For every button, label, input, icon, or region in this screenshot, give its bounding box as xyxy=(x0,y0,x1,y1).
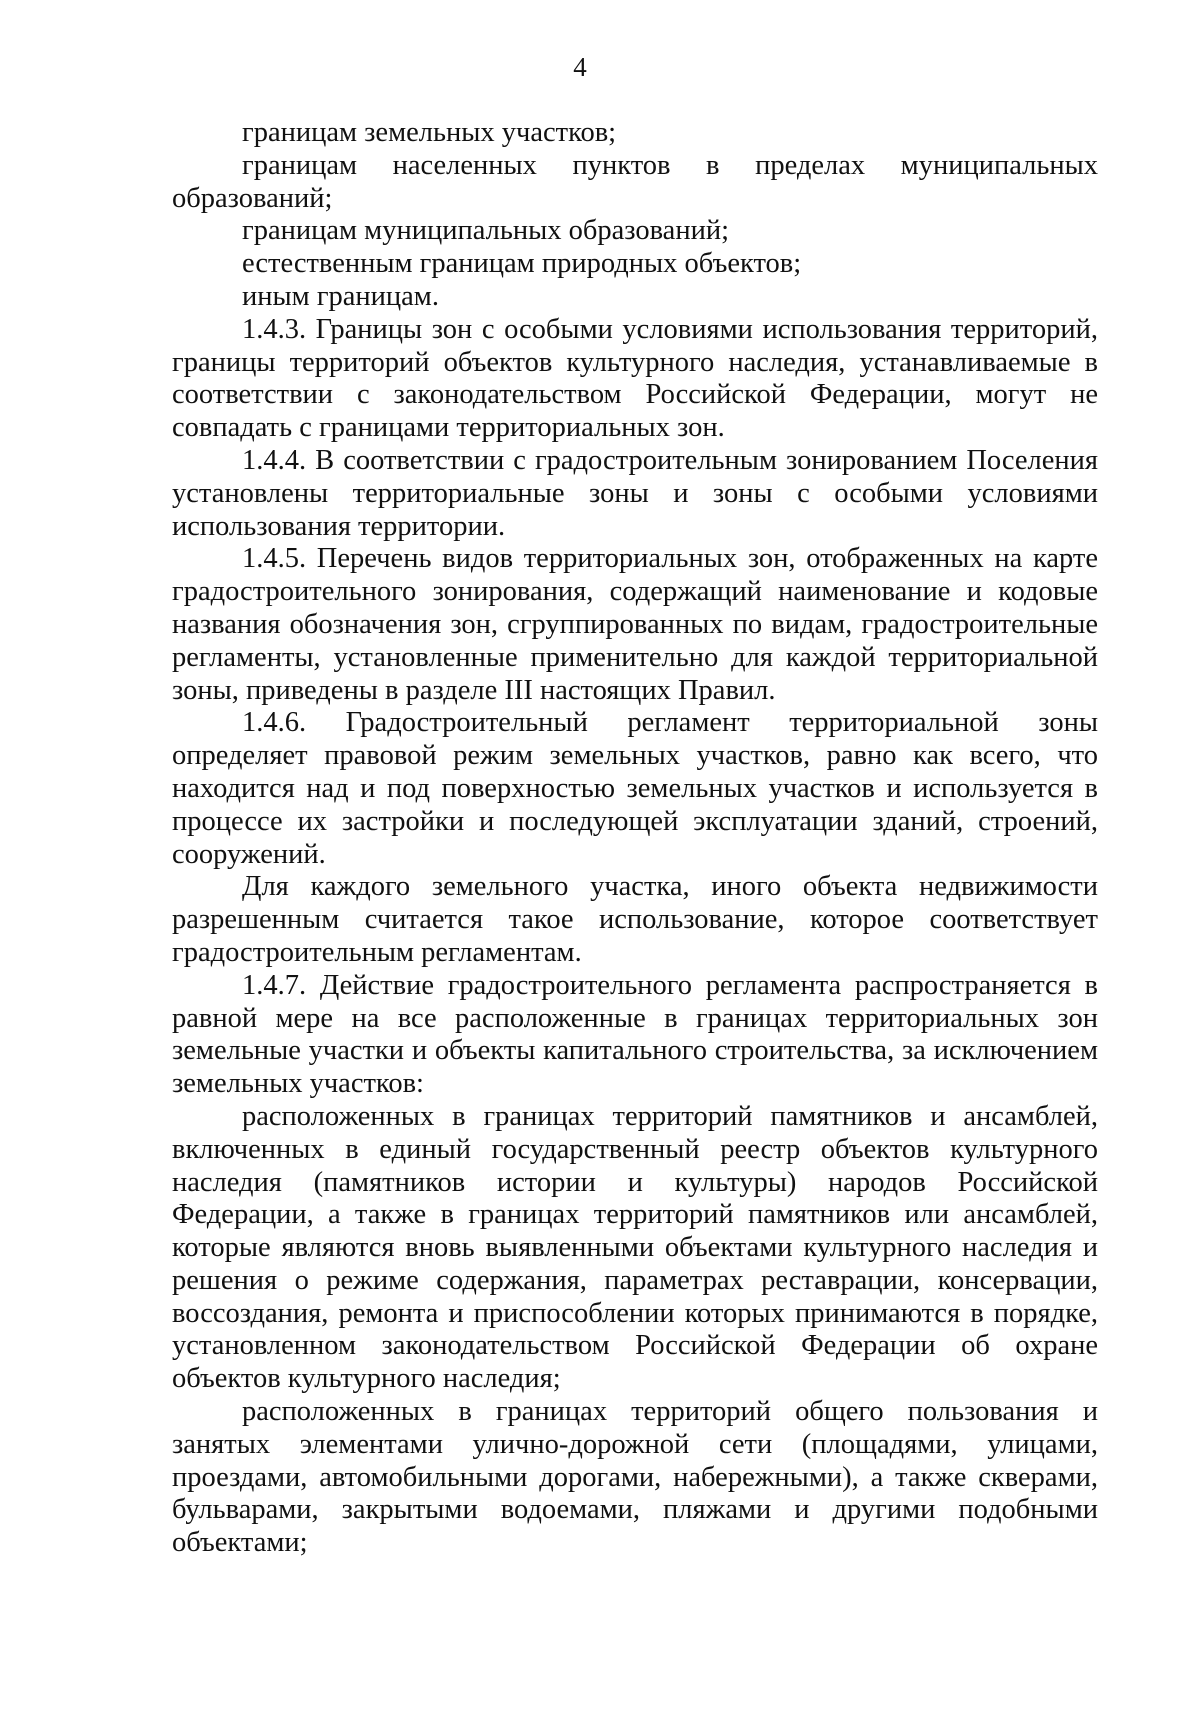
list-item-settlement-boundaries: границам населенных пунктов в пределах муниципальных образований; xyxy=(172,149,1098,214)
page-number: 4 xyxy=(573,52,587,82)
paragraph-permitted-use: Для каждого земельного участка, иного объекта недвижимости разрешенным считается такое использование, которое соответствует градостроительным регламентам. xyxy=(172,871,1098,968)
document-body xyxy=(172,117,1098,1560)
clause-1-4-4: 1.4.4. В соответствии с градостроительным зонированием Поселения установлены территориальные зоны и зоны с особыми условиями использования территории. xyxy=(172,444,1098,542)
clause-1-4-6: 1.4.6. Градостроительный регламент территориальной зоны определяет правовой режим земельных участков, равно как всего, что находится над и под поверхностью земельных участков и используется в процессе их застройки и последующей эксплуатации зданий, строений, сооружений. xyxy=(172,707,1098,870)
list-item-natural-boundaries: естественным границам природных объектов; xyxy=(242,248,802,280)
clause-1-4-5: 1.4.5. Перечень видов территориальных зон, отображенных на карте градостроительного зонирования, содержащий наименование и кодовые названия обозначения зон, сгруппированных по видам, градостроительные регламенты, установленные применительно для каждой территориальной зоны, приведены в разделе III настоящих Правил. xyxy=(172,543,1098,706)
list-item-municipal-boundaries: границам муниципальных образований; xyxy=(242,215,729,247)
clause-1-4-7: 1.4.7. Действие градостроительного регламента распространяется в равной мере на все расположенные в границах территориальных зон земельные участки и объекты капитального строительства, за исключением земельных участков: xyxy=(172,969,1098,1100)
exception-public-use-areas: расположенных в границах территорий общего пользования и занятых элементами улично-дорожной сети (площадями, улицами, проездами, автомобильными дорогами, набережными), а также скверами, бульварами, закрытыми водоемами, пляжами и другими подобными объектами; xyxy=(172,1396,1098,1559)
exception-cultural-heritage: расположенных в границах территорий памятников и ансамблей, включенных в единый государственный реестр объектов культурного наследия (памятников истории и культуры) народов Российской Федерации, а также в границах территорий памятников или ансамблей, которые являются вновь выявленными объектами культурного наследия и решения о режиме содержания, параметрах реставрации, консервации, воссоздания, ремонта и приспособлении которых принимаются в порядке, установленном законодательством Российской Федерации об охране объектов культурного наследия; xyxy=(172,1100,1098,1395)
clause-1-4-3: 1.4.3. Границы зон с особыми условиями использования территорий, границы территорий объектов культурного наследия, устанавливаемые в соответствии с законодательством Российской Федерации, могут не совпадать с границами территориальных зон. xyxy=(172,313,1098,444)
list-item-land-plot-boundaries: границам земельных участков; xyxy=(242,117,617,148)
list-item-other-boundaries: иным границам. xyxy=(242,280,439,312)
